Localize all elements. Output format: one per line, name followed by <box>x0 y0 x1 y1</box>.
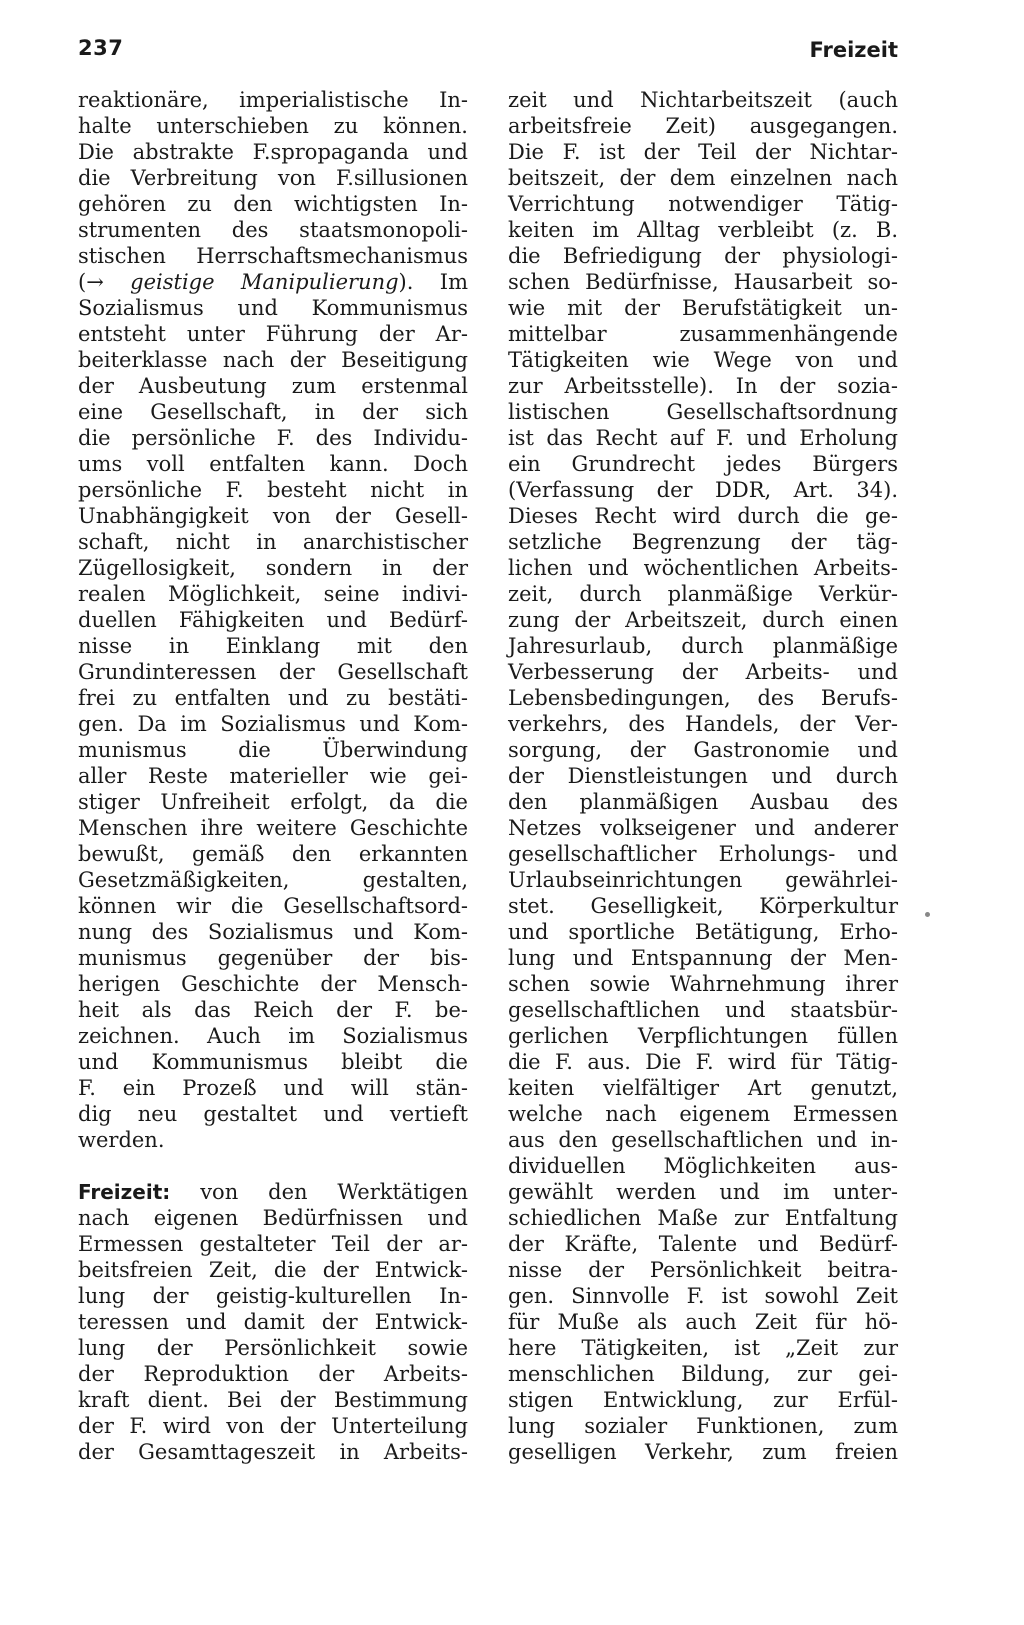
text-line: keiten im Alltag verbleibt (z. B. <box>508 218 898 242</box>
text-line: geselligen Verkehr, zum freien <box>508 1440 898 1464</box>
running-head: Freizeit <box>809 38 898 62</box>
text-line: stigen Entwicklung, zur Erfül- <box>508 1388 898 1412</box>
text-line: der Kräfte, Talente und Bedürf- <box>508 1232 898 1256</box>
text-line: gerlichen Verpflichtungen füllen <box>508 1024 898 1048</box>
text-line: munismus gegenüber der bis- <box>78 946 468 970</box>
text-line: Verbesserung der Arbeits- und <box>508 660 898 684</box>
text-line: beitsfreien Zeit, die der Entwick- <box>78 1258 468 1282</box>
text-line: stiger Unfreiheit erfolgt, da die <box>78 790 468 814</box>
text-line: zung der Arbeitszeit, durch einen <box>508 608 898 632</box>
entry-first-line-text: von den Werktätigen <box>170 1180 468 1204</box>
text-line: sorgung, der Gastronomie und <box>508 738 898 762</box>
right-column <box>508 87 898 1465</box>
text-line: stet. Geselligkeit, Körperkultur <box>508 894 898 918</box>
text-line: lung der geistig-kulturellen In- <box>78 1284 468 1308</box>
entry-body <box>78 1205 468 1465</box>
text-line: Menschen ihre weitere Geschichte <box>78 816 468 840</box>
text-line: gen. Sinnvolle F. ist sowohl Zeit <box>508 1284 898 1308</box>
text-line: teressen und damit der Entwick- <box>78 1310 468 1334</box>
text-line: menschlichen Bildung, zur gei- <box>508 1362 898 1386</box>
entry-keyword: Freizeit: <box>78 1180 171 1204</box>
text-line: persönliche F. besteht nicht in <box>78 478 468 502</box>
text-line: ein Grundrecht jedes Bürgers <box>508 452 898 476</box>
text-line: schen sowie Wahrnehmung ihrer <box>508 972 898 996</box>
text-line: Netzes volkseigener und anderer <box>508 816 898 840</box>
entry-first-line <box>78 1179 468 1205</box>
text-line: welche nach eigenem Ermessen <box>508 1102 898 1126</box>
text-line: ist das Recht auf F. und Erholung <box>508 426 898 450</box>
text-line: lung sozialer Funktionen, zum <box>508 1414 898 1438</box>
text-line: herigen Geschichte der Mensch- <box>78 972 468 996</box>
text-line: kraft dient. Bei der Bestimmung <box>78 1388 468 1412</box>
text-line: Die F. ist der Teil der Nichtar- <box>508 140 898 164</box>
right-column-body <box>508 87 898 1465</box>
text-line: nisse der Persönlichkeit beitra- <box>508 1258 898 1282</box>
text-line: zeichnen. Auch im Sozialismus <box>78 1024 468 1048</box>
dictionary-entry-freizeit <box>78 1179 468 1465</box>
text-line: (Verfassung der DDR, Art. 34). <box>508 478 898 502</box>
text-line: heit als das Reich der F. be- <box>78 998 468 1022</box>
text-line: zeit und Nichtarbeitszeit (auch <box>508 88 898 112</box>
text-line: den planmäßigen Ausbau des <box>508 790 898 814</box>
text-line: mittelbar zusammenhängende <box>508 322 898 346</box>
text-line: nung des Sozialismus und Kom- <box>78 920 468 944</box>
text-line: gehören zu den wichtigsten In- <box>78 192 468 216</box>
text-line: Zügellosigkeit, sondern in der <box>78 556 468 580</box>
text-line: listischen Gesellschaftsordnung <box>508 400 898 424</box>
text-line: arbeitsfreie Zeit) ausgegangen. <box>508 114 898 138</box>
text-line: für Muße als auch Zeit für hö- <box>508 1310 898 1334</box>
text-line: ums voll entfalten kann. Doch <box>78 452 468 476</box>
text-line: F. ein Prozeß und will stän- <box>78 1076 468 1100</box>
text-line: reaktionäre, imperialistische In- <box>78 88 468 112</box>
text-line: gewählt werden und im unter- <box>508 1180 898 1204</box>
text-line: Unabhängigkeit von der Gesell- <box>78 504 468 528</box>
text-line: eine Gesellschaft, in der sich <box>78 400 468 424</box>
paragraph-gap <box>78 1153 468 1179</box>
text-line: verkehrs, des Handels, der Ver- <box>508 712 898 736</box>
text-line: gesellschaftlichen und staatsbür- <box>508 998 898 1022</box>
text-line: keiten vielfältiger Art genutzt, <box>508 1076 898 1100</box>
text-line: Gesetzmäßigkeiten, gestalten, <box>78 868 468 892</box>
text-line: und sportliche Betätigung, Erho- <box>508 920 898 944</box>
text-line: lung der Persönlichkeit sowie <box>78 1336 468 1360</box>
text-line: Sozialismus und Kommunismus <box>78 296 468 320</box>
text-line: und Kommunismus bleibt die <box>78 1050 468 1074</box>
text-line: nisse in Einklang mit den <box>78 634 468 658</box>
text-line: beiterklasse nach der Beseitigung <box>78 348 468 372</box>
text-line: die persönliche F. des Individu- <box>78 426 468 450</box>
text-line: dividuellen Möglichkeiten aus- <box>508 1154 898 1178</box>
text-line: dig neu gestaltet und vertieft <box>78 1102 468 1126</box>
text-line: Grundinteressen der Gesellschaft <box>78 660 468 684</box>
text-line: aller Reste materieller wie gei- <box>78 764 468 788</box>
text-line: schen Bedürfnisse, Hausarbeit so- <box>508 270 898 294</box>
text-line: stischen Herrschaftsmechanismus <box>78 244 468 268</box>
text-line: der Reproduktion der Arbeits- <box>78 1362 468 1386</box>
text-line: lichen und wöchentlichen Arbeits- <box>508 556 898 580</box>
text-line: bewußt, gemäß den erkannten <box>78 842 468 866</box>
text-line: zur Arbeitsstelle). In der sozia- <box>508 374 898 398</box>
text-line: setzliche Begrenzung der täg- <box>508 530 898 554</box>
text-line: beitszeit, der dem einzelnen nach <box>508 166 898 190</box>
text-line: (→ geistige Manipulierung). Im <box>78 270 468 294</box>
text-line: aus den gesellschaftlichen und in- <box>508 1128 898 1152</box>
text-line: duellen Fähigkeiten und Bedürf- <box>78 608 468 632</box>
text-line: der Dienstleistungen und durch <box>508 764 898 788</box>
print-speck <box>925 912 930 917</box>
text-line: frei zu entfalten und zu bestäti- <box>78 686 468 710</box>
text-line: Tätigkeiten wie Wege von und <box>508 348 898 372</box>
text-line: gen. Da im Sozialismus und Kom- <box>78 712 468 736</box>
text-line: die F. aus. Die F. wird für Tätig- <box>508 1050 898 1074</box>
text-line: die Verbreitung von F.sillusionen <box>78 166 468 190</box>
text-line: realen Möglichkeit, seine indivi- <box>78 582 468 606</box>
text-line: Urlaubseinrichtungen gewährlei- <box>508 868 898 892</box>
text-line: Die abstrakte F.spropaganda und <box>78 140 468 164</box>
text-line: der Ausbeutung zum erstenmal <box>78 374 468 398</box>
text-line: Ermessen gestalteter Teil der ar- <box>78 1232 468 1256</box>
text-line: die Befriedigung der physiologi- <box>508 244 898 268</box>
text-line: wie mit der Berufstätigkeit un- <box>508 296 898 320</box>
page-number: 237 <box>78 36 124 60</box>
text-line: schaft, nicht in anarchistischer <box>78 530 468 554</box>
left-column <box>78 87 468 1465</box>
text-line: schiedlichen Maße zur Entfaltung <box>508 1206 898 1230</box>
text-line: Dieses Recht wird durch die ge- <box>508 504 898 528</box>
text-line: halte unterschieben zu können. <box>78 114 468 138</box>
text-line: gesellschaftlicher Erholungs- und <box>508 842 898 866</box>
cross-reference: geistige Manipulierung <box>130 270 399 294</box>
text-line: munismus die Überwindung <box>78 738 468 762</box>
text-line: strumenten des staatsmonopoli- <box>78 218 468 242</box>
text-line: können wir die Gesellschaftsord- <box>78 894 468 918</box>
text-line: here Tätigkeiten, ist „Zeit zur <box>508 1336 898 1360</box>
text-line: der Gesamttageszeit in Arbeits- <box>78 1440 468 1464</box>
text-line: zeit, durch planmäßige Verkür- <box>508 582 898 606</box>
text-line: werden. <box>78 1128 165 1152</box>
text-line: Lebensbedingungen, des Berufs- <box>508 686 898 710</box>
text-line: lung und Entspannung der Men- <box>508 946 898 970</box>
text-line: der F. wird von der Unterteilung <box>78 1414 468 1438</box>
text-line: nach eigenen Bedürfnissen und <box>78 1206 468 1230</box>
left-column-body <box>78 87 468 1153</box>
text-line: Jahresurlaub, durch planmäßige <box>508 634 898 658</box>
text-line: Verrichtung notwendiger Tätig- <box>508 192 898 216</box>
text-line: entsteht unter Führung der Ar- <box>78 322 468 346</box>
